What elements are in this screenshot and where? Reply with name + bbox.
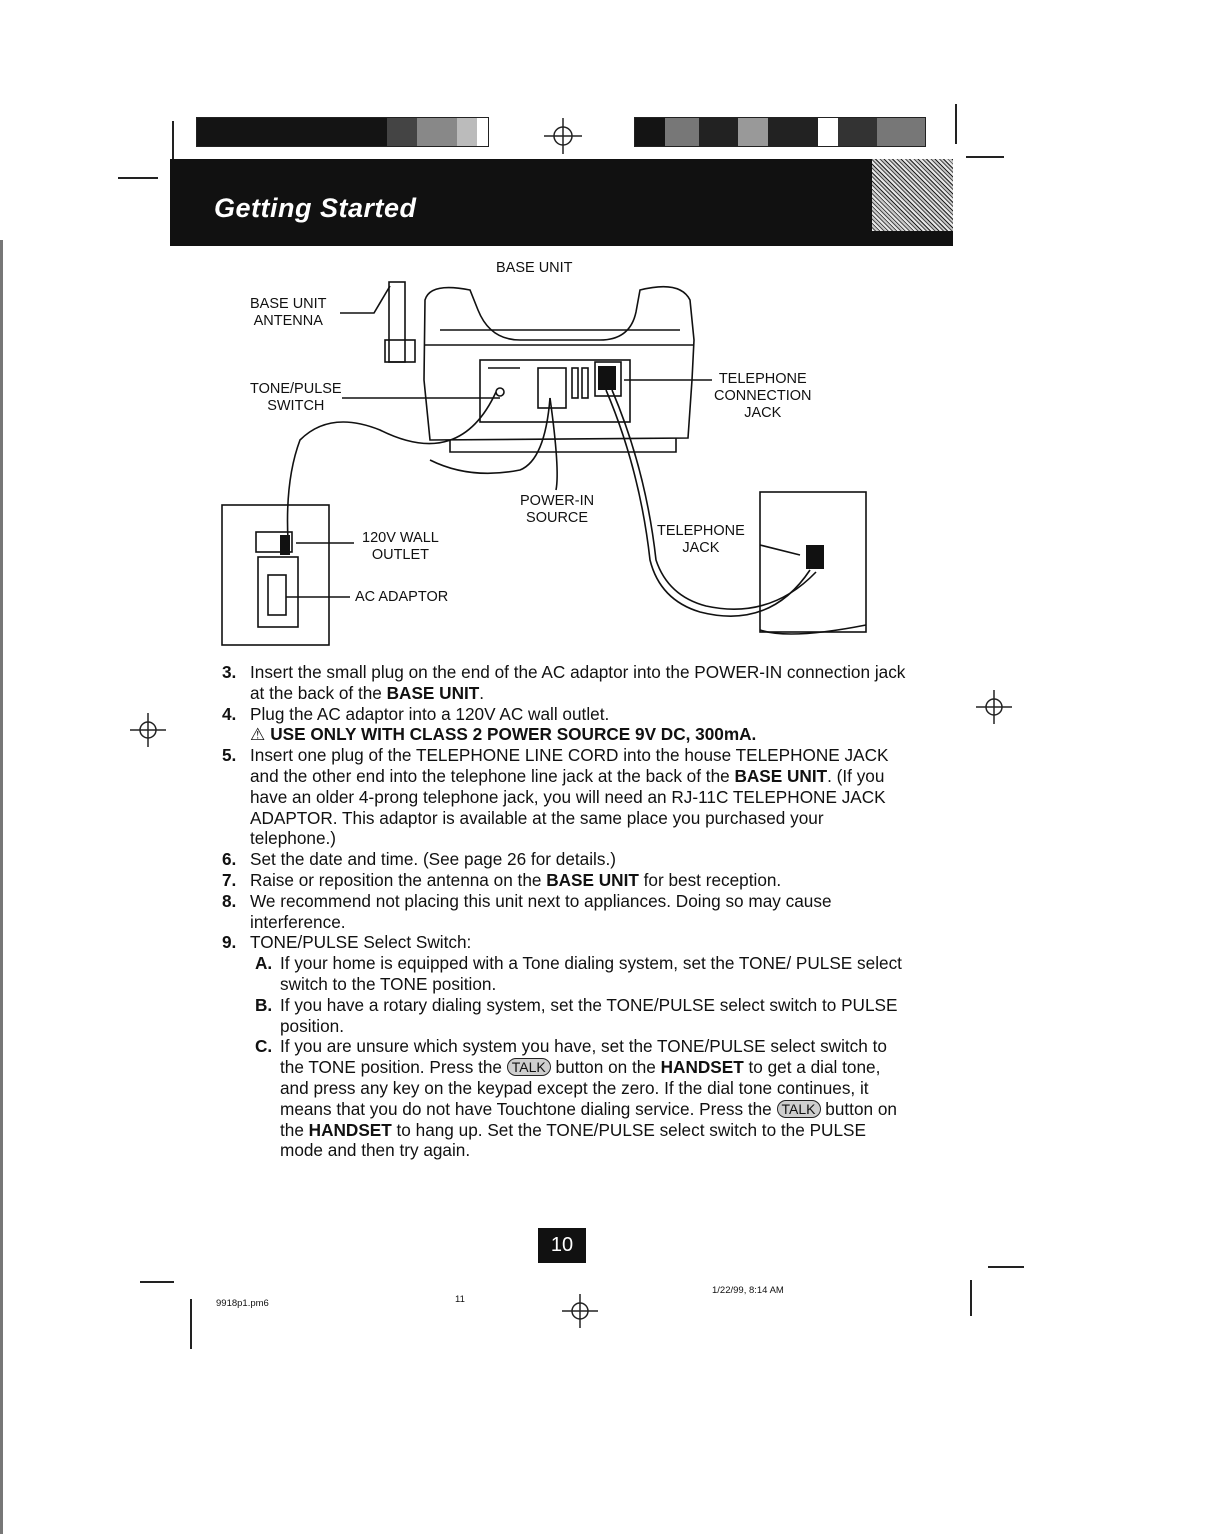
footer-file: 9918p1.pm6 [216, 1298, 269, 1309]
substep-c: C. If you are unsure which system you have, set the TONE/PULSE select switch to the TONE position. Press the TALK button on the HANDSET to get a dial tone, and press any key on the keypad except the zero. If the dial tone continues, it means that you do not have Touchtone dialing service. Press the TALK button on the HANDSET to hang up. Set the TONE/PULSE select switch to the PULSE mode and then try again. [255, 1036, 897, 1161]
label-base-unit-antenna: BASE UNIT ANTENNA [250, 296, 327, 329]
crop-mark [988, 1266, 1024, 1268]
label-telephone-connection-jack: TELEPHONE CONNECTION JACK [714, 371, 812, 421]
step-6: 6. Set the date and time. (See page 26 for details.) [222, 849, 616, 870]
talk-button-icon: TALK [777, 1100, 821, 1118]
registration-crosshair-icon [128, 713, 168, 747]
connection-diagram [0, 0, 1224, 660]
label-wall-outlet: 120V WALL OUTLET [362, 530, 439, 563]
warning-note: ⚠ USE ONLY WITH CLASS 2 POWER SOURCE 9V DC, 300mA. [250, 724, 757, 745]
footer-page: 11 [455, 1294, 465, 1305]
registration-crosshair-icon [560, 1294, 600, 1328]
step-4: 4. Plug the AC adaptor into a 120V AC wall outlet. [222, 703, 610, 724]
step-9: 9. TONE/PULSE Select Switch: [222, 932, 472, 953]
step-7: 7. Raise or reposition the antenna on the BASE UNIT for best reception. [222, 869, 782, 890]
substep-b: B. If you have a rotary dialing system, set the TONE/PULSE select switch to PULSE position. [255, 994, 898, 1036]
step-5: 5. Insert one plug of the TELEPHONE LINE CORD into the house TELEPHONE JACK and the other end into the telephone line jack at the back of the BASE UNIT. (If you have an older 4-prong telephone jack, you will need an RJ-11C TELEPHONE JACK ADAPTOR. This adaptor is available at the same place you purchased your telephone.) [222, 745, 889, 849]
label-power-in-source: POWER-IN SOURCE [520, 493, 595, 526]
crop-mark [970, 1280, 972, 1316]
page-number: 10 [538, 1228, 586, 1263]
talk-button-icon: TALK [507, 1058, 551, 1076]
section-title: Getting Started [214, 193, 417, 223]
substep-a: A. If your home is equipped with a Tone dialing system, set the TONE/ PULSE select switch to the TONE position. [255, 953, 902, 994]
step-3: 3. Insert the small plug on the end of the AC adaptor into the POWER-IN connection jack at the back of the BASE UNIT. [222, 662, 906, 703]
warning-icon: ⚠ [250, 724, 266, 745]
registration-crosshair-icon [974, 690, 1014, 724]
label-telephone-jack: TELEPHONE JACK [657, 523, 745, 556]
footer-date: 1/22/99, 8:14 AM [712, 1285, 784, 1296]
crop-mark [140, 1281, 174, 1283]
step-8: 8. We recommend not placing this unit next to appliances. Doing so may cause interference. [222, 890, 832, 932]
crop-mark [190, 1299, 192, 1349]
label-tone-pulse-switch: TONE/PULSE SWITCH [250, 381, 342, 414]
label-base-unit: BASE UNIT [496, 260, 573, 276]
instruction-list [222, 662, 912, 1161]
label-ac-adaptor: AC ADAPTOR [355, 589, 449, 605]
